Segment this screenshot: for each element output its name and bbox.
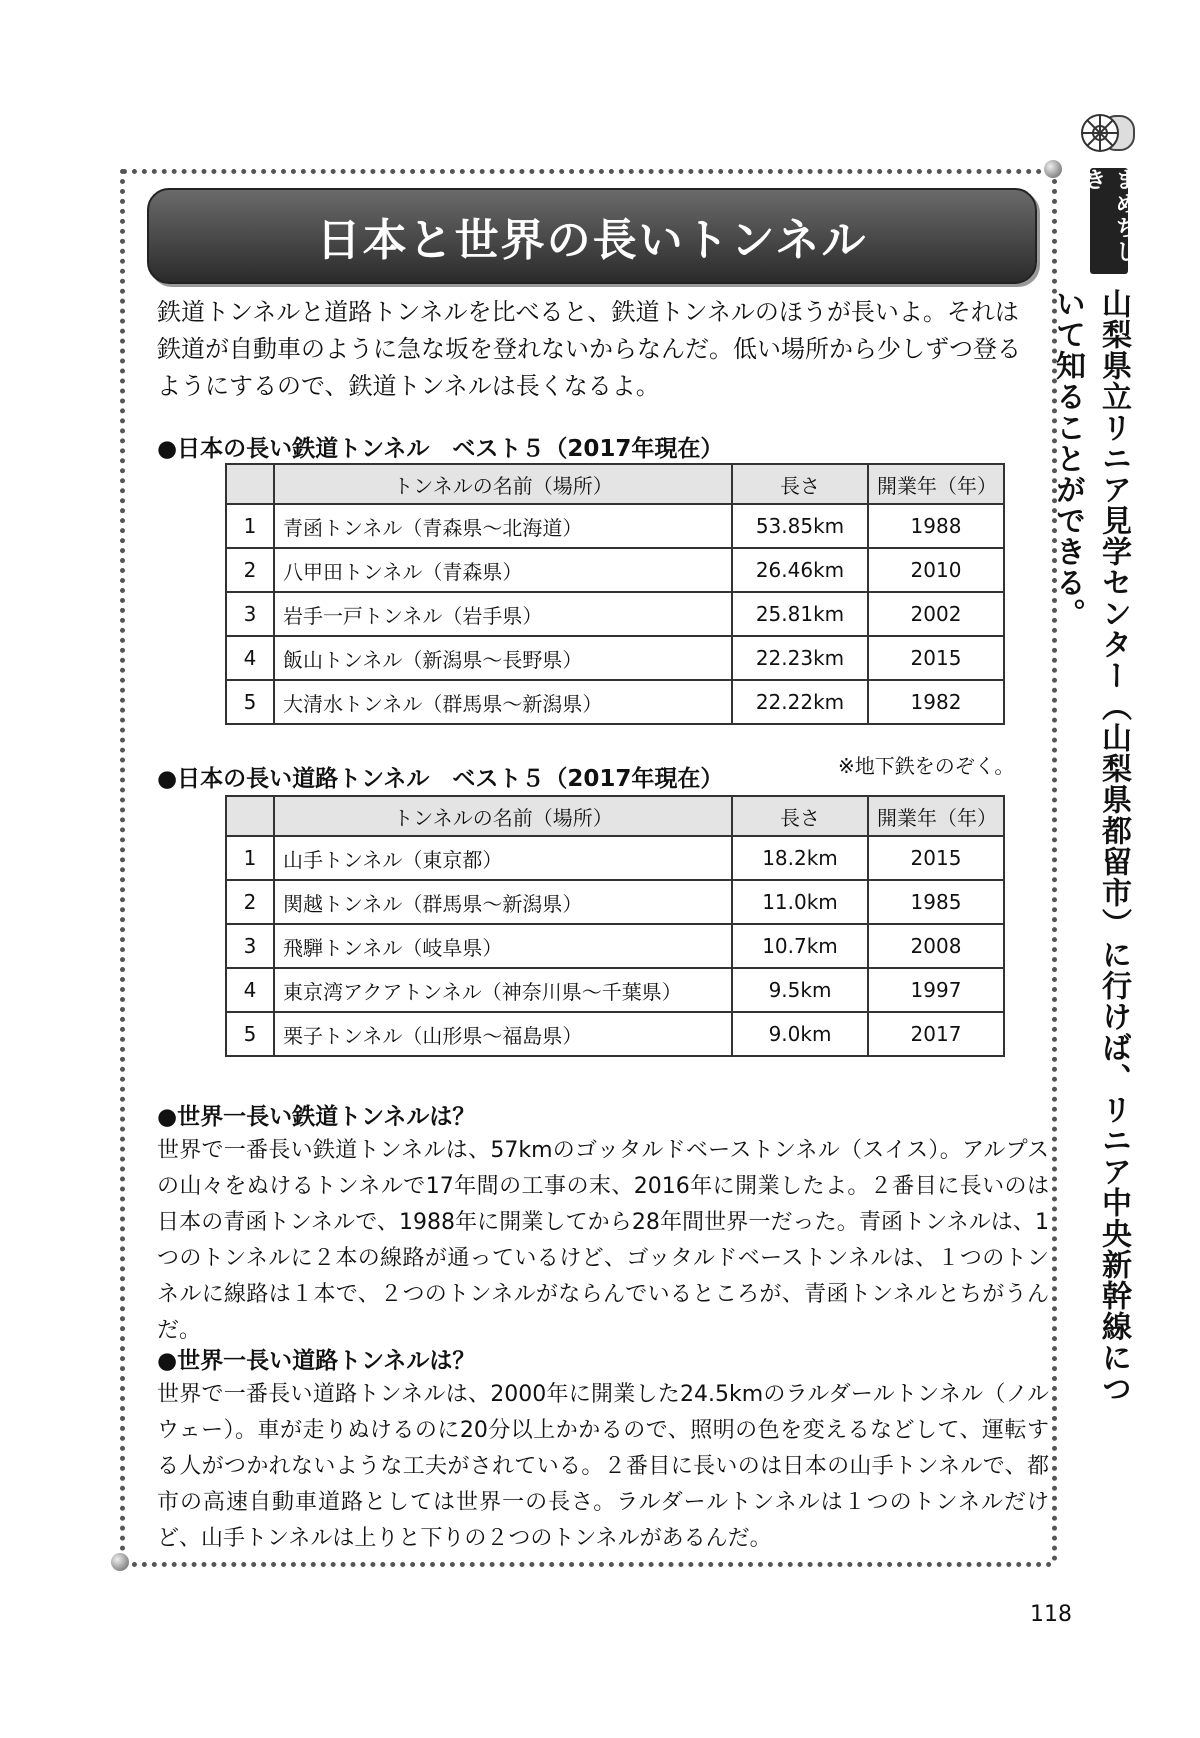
title-banner: [147, 188, 1037, 284]
name-cell: 飯山トンネル（新潟県〜長野県）: [274, 636, 732, 680]
name-cell: 大清水トンネル（群馬県〜新潟県）: [274, 680, 732, 724]
rank-cell: 4: [226, 636, 274, 680]
rank-cell: 1: [226, 504, 274, 548]
length-cell: 22.23km: [732, 636, 868, 680]
length-cell: 26.46km: [732, 548, 868, 592]
year-cell: 2010: [868, 548, 1004, 592]
rail-tunnel-heading: ●日本の長い鉄道トンネル ベスト５（2017年現在）: [157, 436, 724, 462]
table-row: [226, 636, 1004, 680]
year-cell: 1985: [868, 880, 1004, 924]
page-number: 118: [1030, 1602, 1072, 1627]
frame-left-border: [120, 169, 125, 1562]
header-year-cell: 開業年（年）: [868, 796, 1004, 836]
length-cell: 9.5km: [732, 968, 868, 1012]
subway-note: ※地下鉄をのぞく。: [838, 754, 1015, 778]
header-corner-cell: [226, 464, 274, 504]
intro-paragraph: 鉄道トンネルと道路トンネルを比べると、鉄道トンネルのほうが長いよ。それは鉄道が自動車のように急な坂を登れないからなんだ。低い場所から少しずつ登るようにするので、鉄道トンネルは長くなるよ。: [157, 298, 1021, 400]
rail-tunnel-table: [225, 463, 1005, 725]
table-header-row: [226, 464, 1004, 504]
wheel-tab-icon: [1078, 112, 1136, 154]
header-name-cell: トンネルの名前（場所）: [274, 796, 732, 836]
world-road-heading: ●世界一長い道路トンネルは？: [157, 1348, 476, 1374]
year-cell: 2002: [868, 592, 1004, 636]
header-length-cell: 長さ: [732, 796, 868, 836]
world-road-paragraph: 世界で一番長い道路トンネルは、2000年に開業した24.5kmのラルダールトンネル（ノルウェー）。車が走りぬけるのに20分以上かかるので、照明の色を変えるなどして、運転する人がつかれないような工夫がされている。２番目に長いのは日本の山手トンネルで、都市の高速自動車道路としては世界一の長さ。ラルダールトンネルは１つのトンネルだけど、山手トンネルは上りと下りの２つのトンネルがあるんだ。: [157, 1382, 1049, 1551]
table-row: [226, 924, 1004, 968]
rank-cell: 3: [226, 592, 274, 636]
side-note-text: 山梨県立リニア見学センター（山梨県都留市）に行けば、リニア中央新幹線について知ることができる。: [1050, 288, 1131, 1404]
table-row: [226, 504, 1004, 548]
name-cell: 東京湾アクアトンネル（神奈川県〜千葉県）: [274, 968, 732, 1012]
header-length-cell: 長さ: [732, 464, 868, 504]
header-corner-cell: [226, 796, 274, 836]
name-cell: 八甲田トンネル（青森県）: [274, 548, 732, 592]
road-tunnel-table: [225, 795, 1005, 1057]
rank-cell: 4: [226, 968, 274, 1012]
name-cell: 青函トンネル（青森県〜北海道）: [274, 504, 732, 548]
year-cell: 1982: [868, 680, 1004, 724]
rank-cell: 1: [226, 836, 274, 880]
frame-corner-knob-bottom-left: [111, 1553, 129, 1571]
length-cell: 11.0km: [732, 880, 868, 924]
table-row: [226, 880, 1004, 924]
world-rail-paragraph: 世界で一番長い鉄道トンネルは、57kmのゴッタルドベーストンネル（スイス）。アルプスの山々をぬけるトンネルで17年間の工事の末、2016年に開業したよ。２番目に長いのは日本の青函トンネルで、1988年に開業してから28年間世界一だった。青函トンネルは、1つのトンネルに２本の線路が通っているけど、ゴッタルドベーストンネルは、１つのトンネルに線路は１本で、２つのトンネルがならんでいるところが、青函トンネルとちがうんだ。: [157, 1138, 1049, 1343]
year-cell: 1988: [868, 504, 1004, 548]
rank-cell: 2: [226, 548, 274, 592]
year-cell: 1997: [868, 968, 1004, 1012]
name-cell: 山手トンネル（東京都）: [274, 836, 732, 880]
name-cell: 岩手一戸トンネル（岩手県）: [274, 592, 732, 636]
table-row: [226, 592, 1004, 636]
length-cell: 10.7km: [732, 924, 868, 968]
table-row: [226, 836, 1004, 880]
year-cell: 2015: [868, 636, 1004, 680]
length-cell: 22.22km: [732, 680, 868, 724]
page-title: 日本と世界の長いトンネル: [316, 215, 868, 266]
name-cell: 飛騨トンネル（岐阜県）: [274, 924, 732, 968]
length-cell: 9.0km: [732, 1012, 868, 1056]
frame-top-border: [122, 169, 1052, 174]
frame-corner-knob-top-right: [1044, 160, 1062, 178]
table-header-row: [226, 796, 1004, 836]
name-cell: 関越トンネル（群馬県〜新潟県）: [274, 880, 732, 924]
rank-cell: 5: [226, 680, 274, 724]
world-rail-heading: ●世界一長い鉄道トンネルは？: [157, 1104, 476, 1130]
table-row: [226, 1012, 1004, 1056]
rank-cell: 2: [226, 880, 274, 924]
rank-cell: 5: [226, 1012, 274, 1056]
table-row: [226, 548, 1004, 592]
rank-cell: 3: [226, 924, 274, 968]
length-cell: 18.2km: [732, 836, 868, 880]
name-cell: 栗子トンネル（山形県〜福島県）: [274, 1012, 732, 1056]
length-cell: 25.81km: [732, 592, 868, 636]
year-cell: 2008: [868, 924, 1004, 968]
table-row: [226, 680, 1004, 724]
header-name-cell: トンネルの名前（場所）: [274, 464, 732, 504]
year-cell: 2015: [868, 836, 1004, 880]
road-tunnel-heading: ●日本の長い道路トンネル ベスト５（2017年現在）: [157, 766, 724, 792]
frame-bottom-border: [122, 1562, 1052, 1567]
side-tab-label: まめちしき: [1090, 168, 1128, 274]
length-cell: 53.85km: [732, 504, 868, 548]
year-cell: 2017: [868, 1012, 1004, 1056]
header-year-cell: 開業年（年）: [868, 464, 1004, 504]
table-row: [226, 968, 1004, 1012]
